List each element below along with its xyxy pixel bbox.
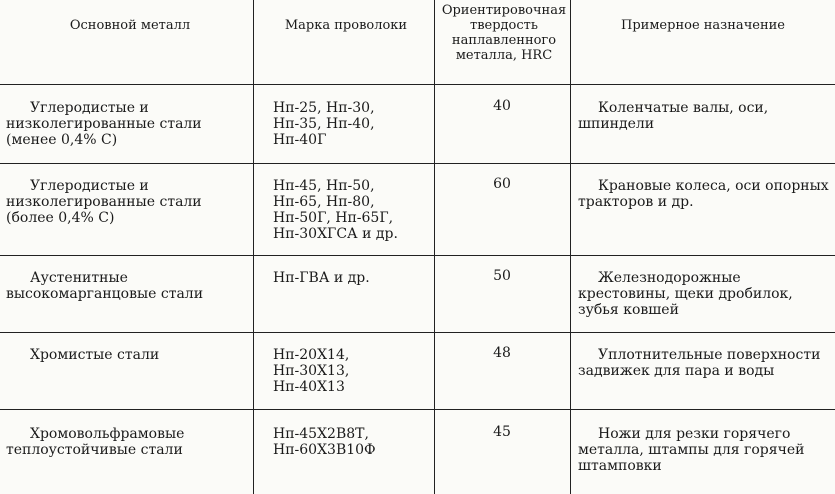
header-base-metal: Основной металл <box>69 18 191 33</box>
row-divider-2 <box>0 255 835 256</box>
col-divider-3 <box>570 0 571 494</box>
row-2-metal: Углеродистые и низколегированные стали (более 0,4% С) <box>6 178 202 226</box>
row-4-wire: Нп-20Х14, Нп-30Х13, Нп-40Х13 <box>273 347 350 395</box>
row-5-metal: Хромовольфрамовые теплоустойчивые стали <box>6 426 185 458</box>
row-1-metal: Углеродистые и низколегированные стали (менее 0,4% С) <box>6 100 202 148</box>
row-3-wire: Нп-ГВА и др. <box>273 270 370 286</box>
row-2-wire: Нп-45, Нп-50, Нп-65, Нп-80, Нп-50Г, Нп-65Г, Нп-30ХГСА и др. <box>273 178 398 242</box>
row-4-purpose: Уплотнительные поверхности задвижек для пара и воды <box>578 347 821 379</box>
row-2-purpose: Крановые колеса, оси опорных тракторов и др. <box>578 178 829 210</box>
row-3-purpose: Железнодорожные крестовины, щеки дробилок, зубья ковшей <box>578 270 793 318</box>
row-divider-4 <box>0 409 835 410</box>
row-1-purpose: Коленчатые валы, оси, шпиндели <box>578 100 769 132</box>
header-purpose: Примерное назначение <box>621 18 785 33</box>
row-4-metal: Хромистые стали <box>30 347 160 363</box>
row-5-hardness: 45 <box>493 424 511 440</box>
header-divider <box>0 84 835 85</box>
row-3-hardness: 50 <box>493 268 511 284</box>
col-divider-2 <box>434 0 435 494</box>
header-hardness: Ориентировочная твердость наплавленного металла, HRC <box>441 3 567 63</box>
row-1-hardness: 40 <box>493 98 511 114</box>
row-1-wire: Нп-25, Нп-30, Нп-35, Нп-40, Нп-40Г <box>273 100 375 148</box>
row-2-hardness: 60 <box>493 176 511 192</box>
row-5-wire: Нп-45Х2В8Т, Нп-60Х3В10Ф <box>273 426 376 458</box>
col-divider-1 <box>253 0 254 494</box>
header-wire-grade: Марка проволоки <box>284 18 408 33</box>
row-4-hardness: 48 <box>493 345 511 361</box>
row-divider-3 <box>0 332 835 333</box>
row-divider-1 <box>0 163 835 164</box>
row-3-metal: Аустенитные высокомарганцовые стали <box>6 270 204 302</box>
row-5-purpose: Ножи для резки горячего металла, штампы для горячей штамповки <box>578 426 805 474</box>
